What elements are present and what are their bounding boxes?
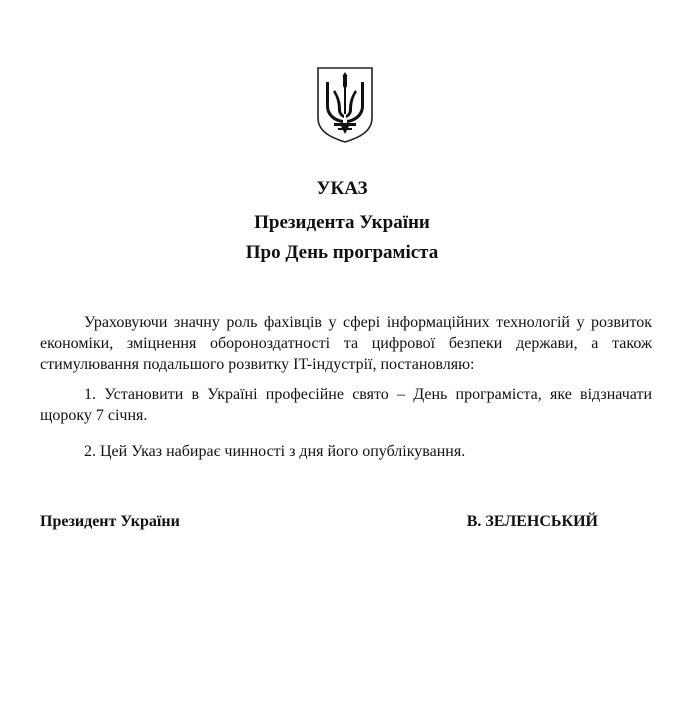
decree-item-2: 2. Цей Указ набирає чинності з дня його опублікування. — [84, 443, 466, 460]
decree-subject: Про День програміста — [245, 242, 439, 263]
decree-issuer: Президента України — [254, 212, 430, 233]
signatory-position: Президент України — [40, 513, 180, 530]
signatory-name: В. ЗЕЛЕНСЬКИЙ — [466, 513, 598, 530]
decree-preamble: Ураховуючи значну роль фахівців у сфері інформаційних технологій у розвиток економіки, зміцнення обороноздатності та цифрової безпеки держави, а також стимулювання подальшого розвитку IT-індустрії, постановляю: — [40, 314, 652, 373]
ukraine-trident-coat-of-arms-icon — [316, 66, 374, 144]
decree-item-1: 1. Установити в Україні професійне свято – День програміста, яке відзначати щороку 7 січня. — [40, 386, 652, 424]
decree-title: УКАЗ — [316, 178, 368, 199]
